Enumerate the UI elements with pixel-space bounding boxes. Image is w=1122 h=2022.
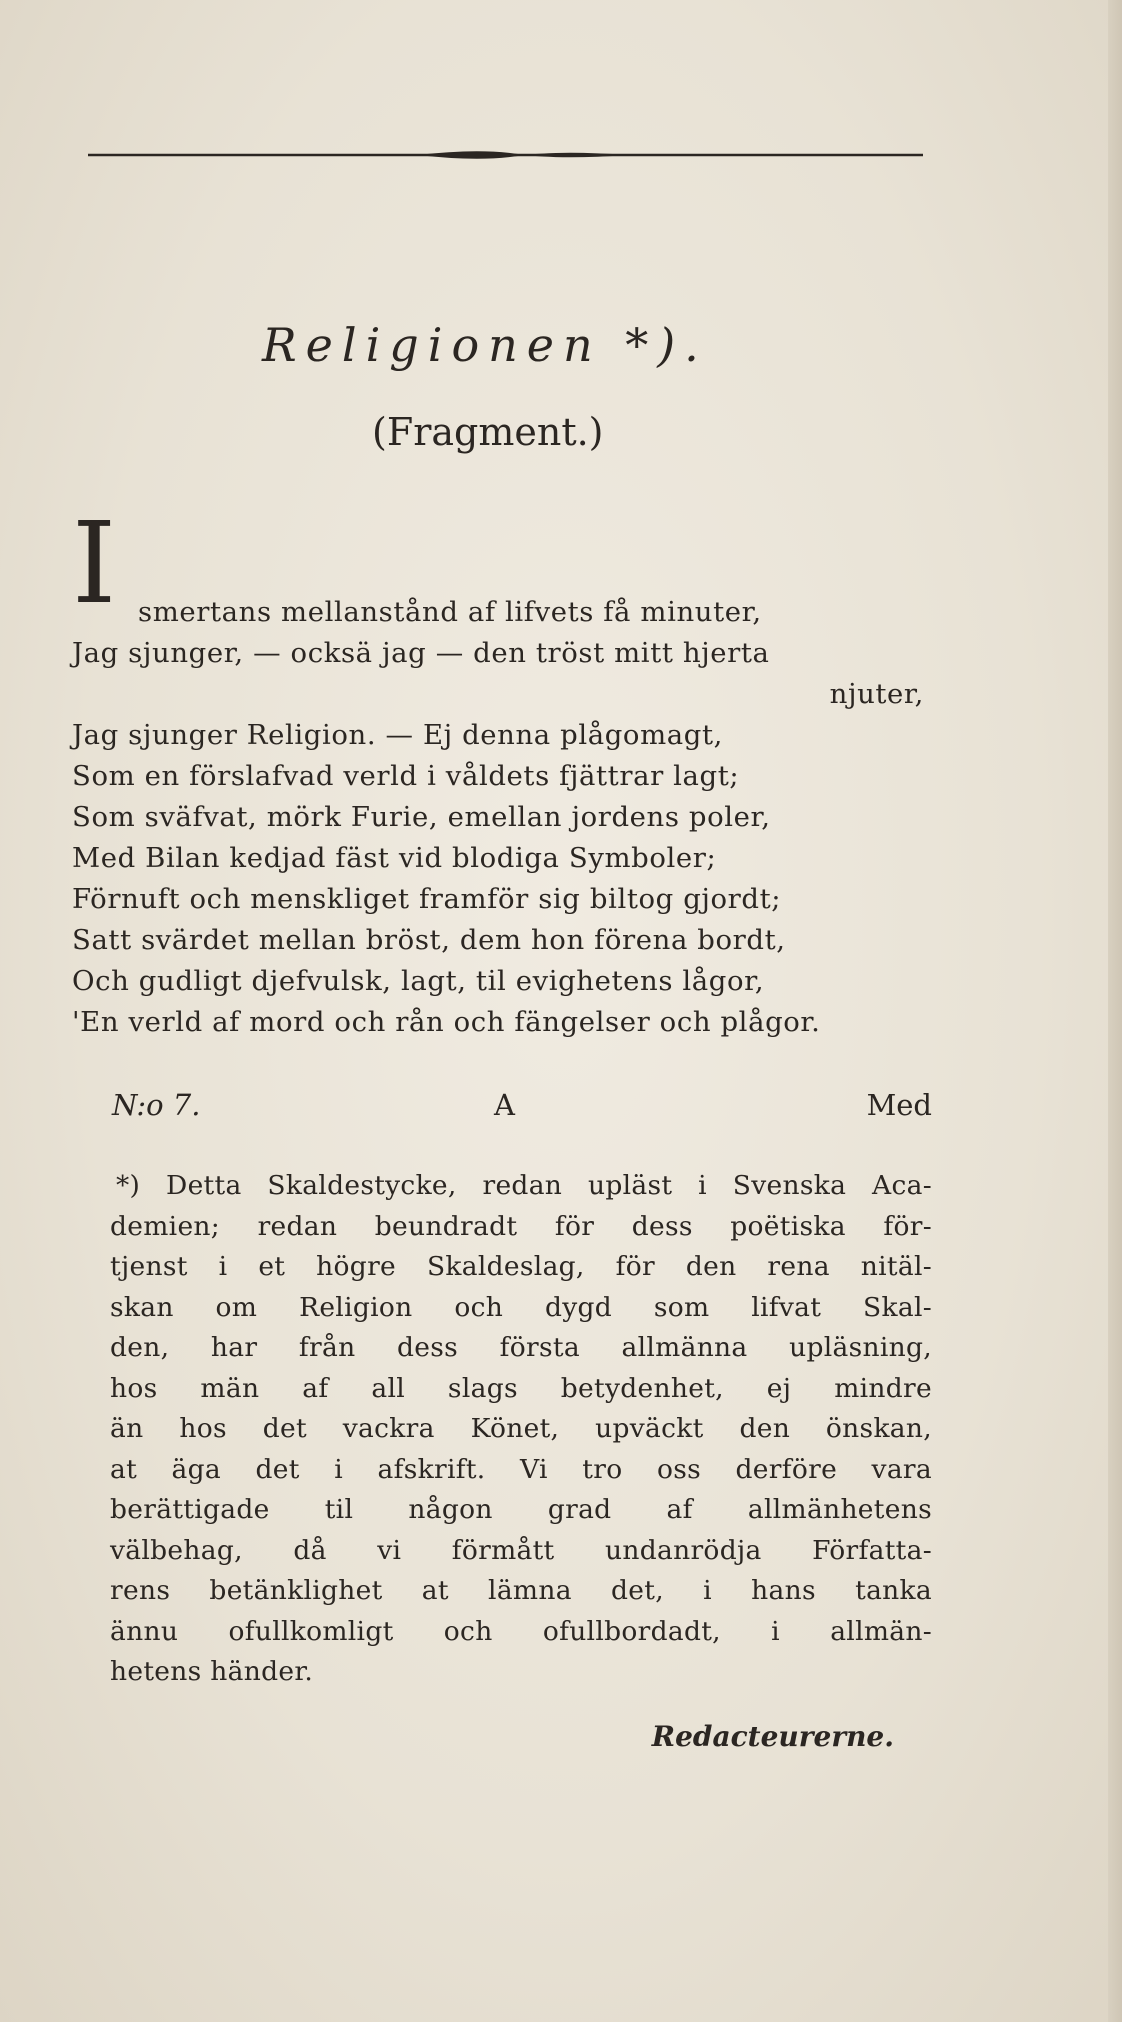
footnote-line: at äga det i afskrift. Vi tro oss derföre vara xyxy=(110,1453,932,1485)
footnote-line: berättigade til någon grad af allmänhetens xyxy=(110,1494,932,1525)
footnote-line: välbehag, då vi förmått undanrödja Författa- xyxy=(110,1534,932,1566)
poem-line: Satt svärdet mellan bröst, dem hon förena bordt, xyxy=(72,924,786,956)
footnote-line: den, har från dess första allmänna upläsning, xyxy=(110,1332,932,1363)
page-edge xyxy=(1108,0,1122,2022)
poem-subtitle: (Fragment.) xyxy=(372,410,604,454)
footnote-line: demien; redan beundradt för dess poëtiska för- xyxy=(110,1210,932,1242)
poem-line: Med Bilan kedjad fäst vid blodiga Symboler; xyxy=(72,842,717,874)
footnote-line: ännu ofullkomligt och ofullbordadt, i allmän- xyxy=(110,1615,932,1647)
drop-cap: I xyxy=(72,499,117,629)
issue-number: N:o 7. xyxy=(112,1088,201,1122)
poem-line: Och gudligt djefvulsk, lagt, til evighetens lågor, xyxy=(72,965,765,997)
poem-body xyxy=(72,592,932,1043)
footnote xyxy=(110,1166,932,1693)
poem-line: njuter, xyxy=(829,678,924,710)
poem-title: Religionen *). xyxy=(262,318,708,372)
poem-line: Som en förslafvad verld i våldets fjättrar lagt; xyxy=(72,760,740,792)
footnote-line: *) Detta Skaldestycke, redan upläst i Svenska Aca- xyxy=(116,1170,932,1201)
poem-line: Som sväfvat, mörk Furie, emellan jordens poler, xyxy=(72,801,771,833)
footnote-line: tjenst i et högre Skaldeslag, för den rena nitäl- xyxy=(110,1251,932,1282)
footnote-line: skan om Religion och dygd som lifvat Skal- xyxy=(110,1291,932,1323)
poem-line: Förnuft och menskliget framför sig biltog gjordt; xyxy=(72,883,782,915)
footnote-line: än hos det vackra Könet, upväckt den önskan, xyxy=(110,1413,932,1444)
signature-mark: A xyxy=(494,1088,515,1122)
signature-line xyxy=(112,1088,932,1128)
ornamental-rule xyxy=(88,146,923,164)
poem-line: 'En verld af mord och rån och fängelser och plågor. xyxy=(72,1006,821,1038)
footnote-line: hetens händer. xyxy=(110,1656,314,1687)
catchword: Med xyxy=(866,1088,932,1122)
editors-signature: Redacteurerne. xyxy=(651,1720,894,1753)
poem-line: smertans mellanstånd af lifvets få minuter, xyxy=(138,596,762,628)
footnote-line: hos män af all slags betydenhet, ej mindre xyxy=(110,1372,932,1404)
poem-line: Jag sjunger Religion. — Ej denna plågomagt, xyxy=(72,719,723,751)
poem-line: Jag sjunger, — ocksä jag — den tröst mitt hjerta xyxy=(72,637,770,669)
footnote-line: rens betänklighet at lämna det, i hans tanka xyxy=(110,1575,932,1606)
